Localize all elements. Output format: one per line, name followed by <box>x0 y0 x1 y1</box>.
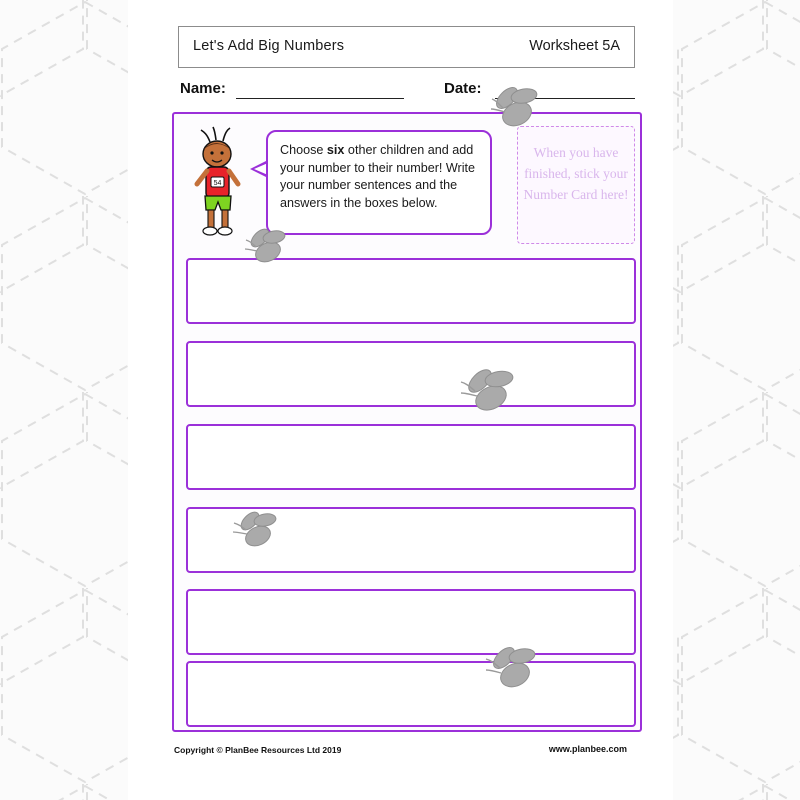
instruction-speech-area <box>188 124 498 244</box>
answer-box-2[interactable] <box>186 341 636 407</box>
instruction-part-1: Choose <box>280 143 327 157</box>
answer-box-5[interactable] <box>186 589 636 655</box>
worksheet-number: Worksheet 5A <box>529 38 620 54</box>
bee-icon <box>238 222 298 274</box>
name-input-line[interactable] <box>236 98 404 99</box>
sticker-placeholder[interactable]: When you have finished, stick your Number Card here! <box>517 126 635 244</box>
answer-box-6[interactable] <box>186 661 636 727</box>
bee-icon <box>453 360 527 424</box>
answer-box-3[interactable] <box>186 424 636 490</box>
name-label: Name: <box>180 80 226 97</box>
instruction-emphasis: six <box>326 143 345 157</box>
date-label: Date: <box>444 80 482 97</box>
bee-icon <box>483 78 553 140</box>
name-date-row <box>180 80 635 102</box>
bee-icon <box>226 504 288 558</box>
page-title: Let's Add Big Numbers <box>193 38 345 54</box>
instruction-part-2: other children and add your number to their number! Write your number sentences and the answers in the boxes below. <box>280 143 476 210</box>
instruction-text <box>266 130 492 235</box>
child-number-card: 54 <box>213 180 222 187</box>
copyright-text: Copyright © PlanBee Resources Ltd 2019 <box>174 745 342 755</box>
worksheet-sheet <box>128 0 673 800</box>
bee-icon <box>478 638 550 700</box>
website-text: www.planbee.com <box>548 744 627 754</box>
header-box <box>178 26 635 68</box>
